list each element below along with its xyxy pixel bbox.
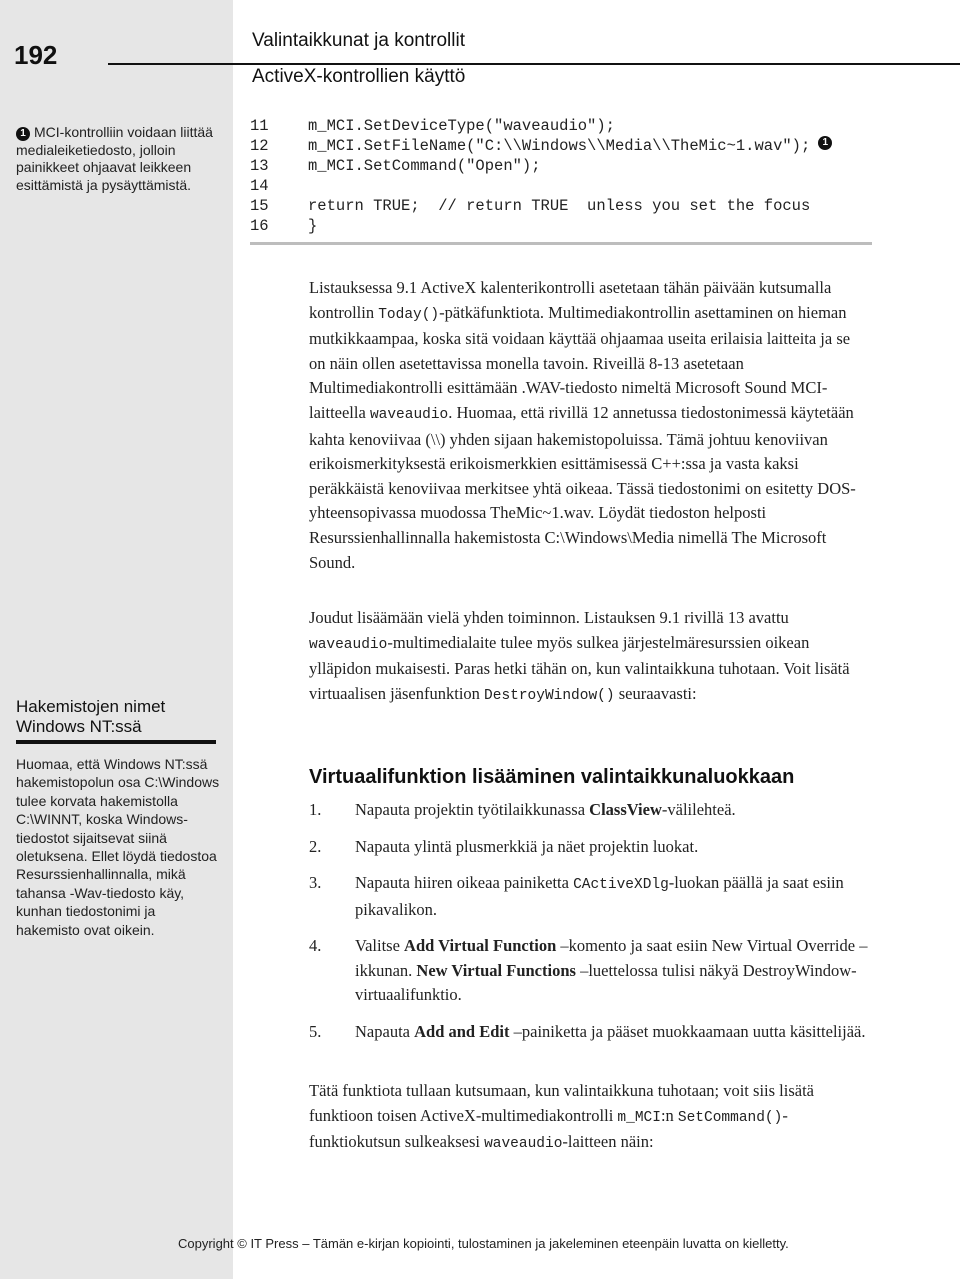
code-line-number: 12 [250, 137, 269, 155]
step-bold-term: New Virtual Functions [416, 960, 576, 980]
code-line [250, 156, 890, 176]
body-paragraph-1 [309, 276, 869, 575]
sidebar-box-text: Huomaa, että Windows NT:ssä hakemistopolun osa C:\Windows tulee korvata hakemistolla C:\WINNT, koska Windows-tiedostot sijaitsevat siinä oletuksena. Ellet löydä tiedostoa Resurssienhallinnalla, mikä tahansa -Wav-tiedosto käy, kunhan tiedostonimi ja hakemisto ovat oikein. [16, 756, 220, 938]
header-rule-left [0, 96, 233, 99]
note-bullet-icon: 1 [16, 127, 30, 141]
step-text-part: Napauta hiiren oikeaa painiketta [355, 873, 574, 892]
sidebar-heading-line: Hakemistojen nimet [16, 697, 166, 716]
step-text-part: Napauta [355, 1021, 415, 1041]
step-text-part: –painiketta ja pääset muokkaamaan uutta käsittelijää. [509, 1021, 866, 1041]
paragraph-text: :n [660, 1105, 678, 1125]
list-item [309, 934, 869, 1008]
code-line [250, 116, 890, 136]
step-text [355, 1020, 866, 1045]
code-line-number: 15 [250, 197, 269, 215]
inline-code: DestroyWindow() [484, 687, 615, 704]
chapter-title: Valintaikkunat ja kontrollit [252, 30, 465, 51]
step-text [355, 934, 869, 1008]
sidebar-heading-line: Windows NT:ssä [16, 717, 142, 736]
step-text-part: -välilehteä. [661, 800, 736, 819]
code-line-number: 16 [250, 217, 269, 235]
code-line [250, 176, 890, 196]
margin-note-text: MCI-kontrolliin voidaan liittää medialeiketiedosto, jolloin painikkeet ohjaavat leikkeen esittämistä ja pysäyttämistä. [16, 124, 213, 193]
code-line-number: 14 [250, 177, 269, 195]
step-text [355, 871, 869, 922]
code-rule [250, 242, 872, 245]
inline-code: SetCommand() [677, 1109, 783, 1126]
steps-list [309, 798, 869, 1056]
code-line-text: m_MCI.SetFileName("C:\\Windows\\Media\\TheMic~1.wav"); [308, 137, 811, 155]
list-item [309, 798, 869, 823]
code-line [250, 196, 890, 216]
step-number: 5. [309, 1021, 322, 1041]
inline-code: waveaudio [309, 636, 388, 653]
paragraph-text: -multimedialaite tulee myös sulkea järjestelmäresurssien oikean ylläpidon mukaisesti. Paras hetki tähän on, kun valintaikkuna tuhotaan. Voit lisätä virtuaalisen jäsenfunktion [309, 632, 850, 703]
note-bullet-icon: 1 [818, 136, 832, 150]
step-text-part: –komento ja saat esiin New Virtual Override –ikkunan. [355, 936, 868, 980]
code-line-text: m_MCI.SetDeviceType("waveaudio"); [308, 117, 615, 135]
step-bold-term: ClassView [589, 800, 662, 819]
step-number: 2. [309, 836, 322, 856]
step-text-part: Napauta projektin työtilaikkunassa [355, 800, 590, 819]
step-text [355, 798, 736, 823]
step-number: 4. [309, 936, 322, 955]
inline-code: waveaudio [369, 406, 449, 423]
list-item [309, 835, 869, 860]
paragraph-text: seuraavasti: [614, 683, 697, 703]
sub-heading: Virtuaalifunktion lisääminen valintaikkunaluokkaan [309, 766, 795, 788]
step-number: 1. [309, 800, 322, 819]
copyright-footer: Copyright © IT Press – Tämän e-kirjan kopiointi, tulostaminen ja jakeleminen eteenpäin luvatta on kielletty. [178, 1236, 789, 1251]
section-title: ActiveX-kontrollien käyttö [252, 66, 466, 87]
paragraph-text: -pätkäfunktiota. Multimediakontrollin asettaminen on hieman mutkikkaampaa, koska sitä voidaan käyttää ohjaamaa useita erilaisia laitteita ja se on näin ollen asetettavissa monella tavoin. Riveillä 8-13 asetetaan Multimediakontrolli esittämään .WAV-tiedosto nimeltä Microsoft Sound MCI-laitteella [309, 302, 851, 422]
inline-code: waveaudio [484, 1136, 563, 1153]
paragraph-text: -laitteen näin: [562, 1132, 654, 1152]
paragraph-text: Listauksessa 9.1 ActiveX kalenterikontrolli asetetaan tähän päivään kutsumalla kontrollin [309, 278, 832, 322]
inline-code: m_MCI [617, 1109, 661, 1126]
step-text-part: –luettelossa tulisi näkyä DestroyWindow-virtuaalifunktio. [355, 960, 857, 1004]
inline-code: CActiveXDlg [573, 877, 669, 893]
step-bold-term: Add Virtual Function [404, 936, 557, 955]
code-line-number: 11 [250, 117, 269, 135]
body-paragraph-2 [309, 606, 869, 708]
margin-note [16, 124, 221, 194]
inline-code: Today() [378, 306, 440, 323]
code-line [250, 136, 890, 156]
code-line-text: m_MCI.SetCommand("Open"); [308, 157, 541, 175]
code-line-number: 13 [250, 157, 269, 175]
sidebar-box-heading [16, 697, 221, 737]
step-text-part: Valitse [355, 936, 405, 955]
code-line-text: return TRUE; // return TRUE unless you set the focus [308, 197, 811, 215]
page-number: 192 [14, 40, 58, 70]
header-rule [108, 63, 960, 65]
code-line-text: } [308, 217, 318, 235]
step-text [355, 835, 698, 860]
list-item [309, 1020, 869, 1045]
paragraph-text: Tätä funktiota tullaan kutsumaan, kun valintaikkuna tuhotaan; voit siis lisätä funktioon toisen ActiveX-multimediakontrolli [309, 1081, 814, 1125]
step-bold-term: Add and Edit [414, 1021, 510, 1041]
sidebar-box-rule [16, 740, 216, 744]
body-paragraph-3 [309, 1079, 869, 1157]
step-text-part: Napauta ylintä plusmerkkiä ja näet projektin luokat. [355, 836, 699, 856]
code-listing [250, 116, 890, 236]
paragraph-text: -funktiokutsun sulkeaksesi [309, 1105, 788, 1152]
step-text-part: -luokan päällä ja saat esiin pikavalikon. [355, 873, 844, 919]
step-number: 3. [309, 873, 322, 892]
paragraph-text: . Huomaa, että rivillä 12 annetussa tiedostonimessä käytetään kahta kenoviivaa (\\) yhden sijaan hakemistopoluissa. Tämä johtuu kenoviivan erikoismerkityksestä erikoismerkkien esittämisessä C++:ssa ja vasta kaksi peräkkäistä kenoviivaa merkitsee yhtä oikeaa. Tässä tiedostonimi on esitetty DOS-yhteensopivassa muodossa TheMic~1.wav. Löydät tiedoston helposti Resurssienhallinnalla hakemistosta C:\Windows\Media nimellä The Microsoft Sound. [309, 402, 856, 572]
paragraph-text: Joudut lisäämään vielä yhden toiminnon. Listauksen 9.1 rivillä 13 avattu [309, 608, 789, 627]
list-item [309, 871, 869, 922]
code-line [250, 216, 890, 236]
